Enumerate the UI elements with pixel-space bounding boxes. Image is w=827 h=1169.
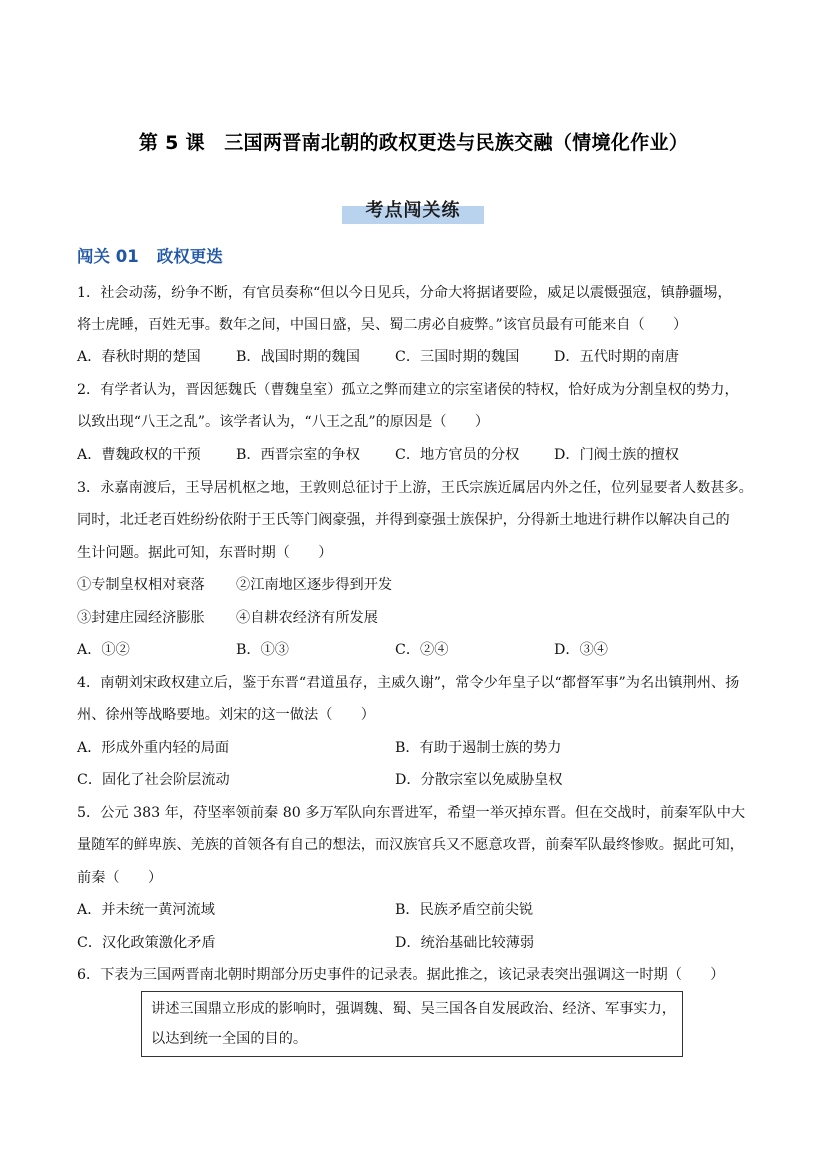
q5-option-c: C．汉化政策激化矛盾 <box>77 935 216 951</box>
q2-option-a: A．曹魏政权的干预 <box>77 447 201 463</box>
q6-line-1: 6．下表为三国两晋南北朝时期部分历史事件的记录表。据此推之，该记录表突出强调这一时期（ ） <box>77 967 725 983</box>
q5-option-a: A．并未统一黄河流域 <box>77 902 215 918</box>
q4-option-c: C．固化了社会阶层流动 <box>77 772 230 788</box>
q1-option-b: B．战国时期的魏国 <box>236 349 360 365</box>
q6-table-line-1: 讲述三国鼎立形成的影响时，强调魏、蜀、吴三国各自发展政治、经济、军事实力， <box>151 1001 676 1017</box>
section-banner <box>342 196 484 228</box>
q2-option-d: D．门阀士族的擅权 <box>554 447 679 463</box>
q1-line-1: 1．社会动荡，纷争不断，有官员奏称“但以今日见兵，分命大将据诸要险，威足以震慑强寇，镇静疆埸， <box>77 285 732 301</box>
q2-option-c: C．地方官员的分权 <box>395 447 520 463</box>
q5-line-3: 前秦（ ） <box>77 870 163 886</box>
section-name: 政权更迭 <box>156 247 223 266</box>
q1-option-a: A．春秋时期的楚国 <box>77 349 201 365</box>
section-heading <box>77 243 223 267</box>
q3-option-a: A．①② <box>77 642 130 658</box>
q1-line-2: 将士虎睡，百姓无事。数年之间，中国日盛，吴、蜀二虏必自疲弊。”该官员最有可能来自（ ） <box>77 317 688 333</box>
q4-option-a: A．形成外重内轻的局面 <box>77 740 230 756</box>
q6-record-table <box>141 991 683 1057</box>
q2-line-1: 2．有学者认为，晋因惩魏氏（曹魏皇室）孤立之弊而建立的宗室诸侯的特权，恰好成为分割皇权的势力， <box>77 382 739 398</box>
q4-option-d: D．分散宗室以免威胁皇权 <box>395 772 563 788</box>
q1-option-c: C．三国时期的魏国 <box>395 349 520 365</box>
q5-line-1: 5．公元 383 年，苻坚率领前秦 80 多万军队向东晋进军，希望一举灭掉东晋。但在交战时，前秦军队中大 <box>77 805 746 821</box>
q5-line-2: 量随军的鲜卑族、羌族的首领各有自己的想法，而汉族官兵又不愿意攻晋，前秦军队最终惨败。据此可知， <box>77 837 744 853</box>
section-number: 闯关 01 <box>77 247 139 266</box>
q4-line-2: 州、徐州等战略要地。刘宋的这一做法（ ） <box>77 707 375 723</box>
q4-option-b: B．有助于遏制士族的势力 <box>395 740 562 756</box>
q3-line-2: 同时，北迁老百姓纷纷依附于王氏等门阀豪强，并得到豪强士族保护，分得新土地进行耕作以解决自己的 <box>77 512 730 528</box>
q5-option-b: B．民族矛盾空前尖锐 <box>395 902 534 918</box>
banner-label: 考点闯关练 <box>365 200 461 221</box>
q6-table-line-2: 以达到统一全国的目的。 <box>151 1031 308 1047</box>
q3-statement-3: ③封建庄园经济膨胀 <box>77 610 205 626</box>
q3-statement-4: ④自耕农经济有所发展 <box>236 610 378 626</box>
q3-statement-2: ②江南地区逐步得到开发 <box>236 577 393 593</box>
q2-line-2: 以致出现“八王之乱”。该学者认为，“八王之乱”的原因是（ ） <box>77 414 490 430</box>
q3-line-1: 3．永嘉南渡后，王导居机枢之地，王敦则总征讨于上游，王氏宗族近属居内外之任，位列显要者人数甚多。 <box>77 480 753 496</box>
page-title: 第 5 课 三国两晋南北朝的政权更迭与民族交融（情境化作业） <box>138 132 689 154</box>
q3-line-3: 生计问题。据此可知，东晋时期（ ） <box>77 545 333 561</box>
q1-option-d: D．五代时期的南唐 <box>554 349 679 365</box>
q5-option-d: D．统治基础比较薄弱 <box>395 935 535 951</box>
q3-option-c: C．②④ <box>395 642 449 658</box>
q3-option-b: B．①③ <box>236 642 289 658</box>
q2-option-b: B．西晋宗室的争权 <box>236 447 360 463</box>
q3-statement-1: ①专制皇权相对衰落 <box>77 577 205 593</box>
q3-option-d: D．③④ <box>554 642 608 658</box>
q4-line-1: 4．南朝刘宋政权建立后，鉴于东晋“君道虽存，主威久谢”，常令少年皇子以“都督军事”为名出镇荆州、扬 <box>77 675 740 691</box>
